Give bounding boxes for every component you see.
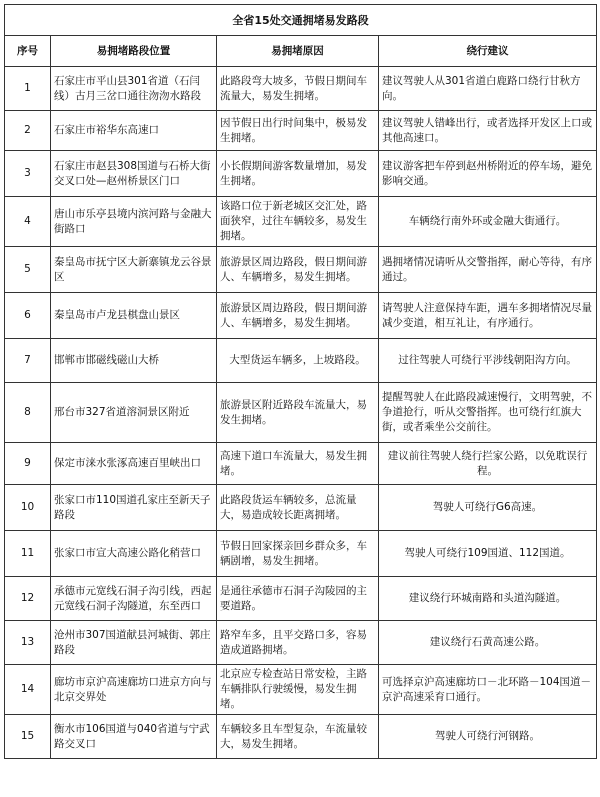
row-advice: 建议游客把车停到赵州桥附近的停车场，避免影响交通。 <box>379 151 597 197</box>
row-reason: 高速下道口车流量大，易发生拥堵。 <box>217 443 379 485</box>
row-location: 石家庄市平山县301省道（石闫线）古月三岔口通往沕沕水路段 <box>51 67 217 111</box>
row-number: 11 <box>5 531 51 577</box>
row-number: 1 <box>5 67 51 111</box>
row-reason: 此路段弯大坡多，节假日期间车流量大，易发生拥堵。 <box>217 67 379 111</box>
row-advice: 建议前往驾驶人绕行拦家公路，以免耽误行程。 <box>379 443 597 485</box>
row-advice: 过往驾驶人可绕行平涉线朝阳沟方向。 <box>379 339 597 383</box>
row-reason: 节假日回家探亲回乡群众多，车辆剧增，易发生拥堵。 <box>217 531 379 577</box>
row-advice: 驾驶人可绕行109国道、112国道。 <box>379 531 597 577</box>
row-advice: 请驾驶人注意保持车距，遇车多拥堵情况尽量减少变道，相互礼让，有序通行。 <box>379 293 597 339</box>
traffic-congestion-table <box>4 4 597 759</box>
table-row <box>5 197 597 247</box>
row-advice: 驾驶人可绕行河钢路。 <box>379 715 597 759</box>
row-location: 张家口市110国道孔家庄至新天子路段 <box>51 485 217 531</box>
row-advice: 建议驾驶人从301省道白鹿路口绕行甘秋方向。 <box>379 67 597 111</box>
row-reason: 旅游景区周边路段，假日期间游人、车辆增多，易发生拥堵。 <box>217 293 379 339</box>
row-number: 8 <box>5 383 51 443</box>
row-advice: 提醒驾驶人在此路段减速慢行，文明驾驶，不争道抢行，听从交警指挥。也可绕行红旗大街，或者乘坐公交前往。 <box>379 383 597 443</box>
row-number: 4 <box>5 197 51 247</box>
table-row <box>5 339 597 383</box>
row-reason: 旅游景区附近路段车流量大，易发生拥堵。 <box>217 383 379 443</box>
row-location: 保定市涞水张涿高速百里峡出口 <box>51 443 217 485</box>
row-number: 15 <box>5 715 51 759</box>
row-advice: 建议绕行环城南路和头道沟隧道。 <box>379 577 597 621</box>
header-row <box>5 36 597 67</box>
row-location: 廊坊市京沪高速廊坊口进京方向与北京交界处 <box>51 665 217 715</box>
row-reason: 小长假期间游客数量增加，易发生拥堵。 <box>217 151 379 197</box>
row-number: 10 <box>5 485 51 531</box>
row-location: 衡水市106国道与040省道与宁武路交叉口 <box>51 715 217 759</box>
row-location: 石家庄市赵县308国道与石桥大街交叉口处—赵州桥景区门口 <box>51 151 217 197</box>
row-advice: 驾驶人可绕行G6高速。 <box>379 485 597 531</box>
row-advice: 建议绕行石黄高速公路。 <box>379 621 597 665</box>
row-location: 石家庄市裕华东高速口 <box>51 111 217 151</box>
table-row <box>5 715 597 759</box>
header-reason: 易拥堵原因 <box>217 36 379 67</box>
table-row <box>5 443 597 485</box>
row-reason: 路窄车多，且平交路口多，容易造成道路拥堵。 <box>217 621 379 665</box>
row-reason: 大型货运车辆多，上坡路段。 <box>217 339 379 383</box>
row-reason: 北京应专检查站日常安检，主路车辆排队行驶缓慢，易发生拥堵。 <box>217 665 379 715</box>
row-location: 邯郸市邯磁线磁山大桥 <box>51 339 217 383</box>
table-row <box>5 67 597 111</box>
row-number: 5 <box>5 247 51 293</box>
row-location: 承德市元宽线石洞子沟引线，西起元宽线石洞子沟隧道，东至西口 <box>51 577 217 621</box>
header-location: 易拥堵路段位置 <box>51 36 217 67</box>
row-location: 邢台市327省道溶洞景区附近 <box>51 383 217 443</box>
row-number: 13 <box>5 621 51 665</box>
row-number: 7 <box>5 339 51 383</box>
title-row <box>5 5 597 36</box>
row-advice: 遇拥堵情况请听从交警指挥，耐心等待，有序通过。 <box>379 247 597 293</box>
row-number: 6 <box>5 293 51 339</box>
table-row <box>5 383 597 443</box>
traffic-table-container <box>4 4 596 759</box>
header-no: 序号 <box>5 36 51 67</box>
table-row <box>5 621 597 665</box>
row-advice: 可选择京沪高速廊坊口－北环路－104国道－京沪高速采育口通行。 <box>379 665 597 715</box>
table-row <box>5 577 597 621</box>
row-reason: 该路口位于新老城区交汇处，路面狭窄，过往车辆较多，易发生拥堵。 <box>217 197 379 247</box>
table-title: 全省15处交通拥堵易发路段 <box>5 5 597 36</box>
row-location: 秦皇岛市卢龙县棋盘山景区 <box>51 293 217 339</box>
row-location: 张家口市宣大高速公路化稍营口 <box>51 531 217 577</box>
row-location: 沧州市307国道献县河城街、郭庄路段 <box>51 621 217 665</box>
row-advice: 建议驾驶人错峰出行，或者选择开发区上口或其他高速口。 <box>379 111 597 151</box>
table-row <box>5 293 597 339</box>
row-number: 12 <box>5 577 51 621</box>
row-number: 3 <box>5 151 51 197</box>
table-row <box>5 485 597 531</box>
row-location: 唐山市乐亭县境内滨河路与金融大街路口 <box>51 197 217 247</box>
table-row <box>5 151 597 197</box>
table-row <box>5 531 597 577</box>
row-reason: 此路段货运车辆较多，总流量大，易造成较长距离拥堵。 <box>217 485 379 531</box>
row-location: 秦皇岛市抚宁区大新寨镇龙云谷景区 <box>51 247 217 293</box>
row-advice: 车辆绕行南外环或金融大街通行。 <box>379 197 597 247</box>
table-row <box>5 111 597 151</box>
row-reason: 是通往承德市石洞子沟陵园的主要道路。 <box>217 577 379 621</box>
header-advice: 绕行建议 <box>379 36 597 67</box>
row-number: 14 <box>5 665 51 715</box>
table-row <box>5 247 597 293</box>
table-row <box>5 665 597 715</box>
row-reason: 车辆较多且车型复杂，车流量较大，易发生拥堵。 <box>217 715 379 759</box>
row-reason: 旅游景区周边路段，假日期间游人、车辆增多，易发生拥堵。 <box>217 247 379 293</box>
row-number: 9 <box>5 443 51 485</box>
row-number: 2 <box>5 111 51 151</box>
row-reason: 因节假日出行时间集中，极易发生拥堵。 <box>217 111 379 151</box>
